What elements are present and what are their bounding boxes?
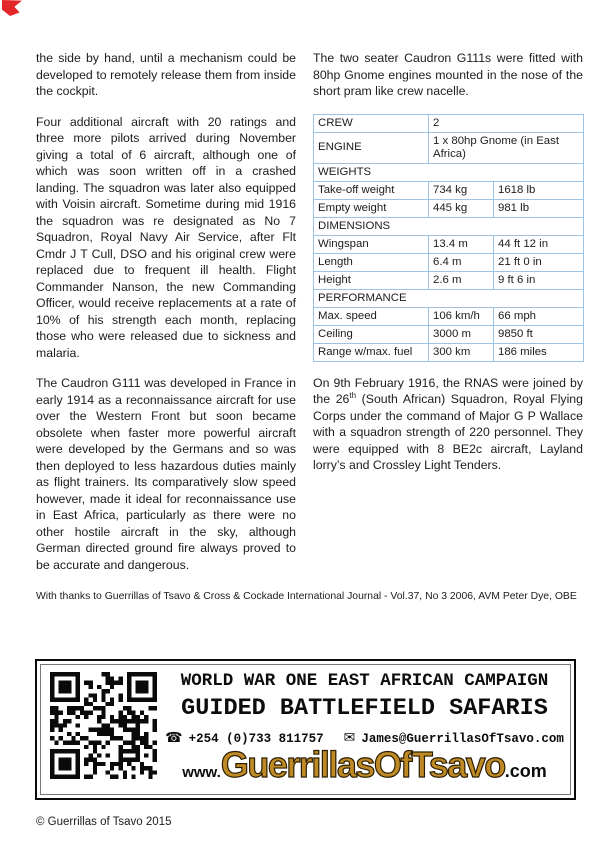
- label-cell: ENGINE: [314, 132, 429, 163]
- metric-value-cell: 3000 m: [429, 325, 494, 343]
- imperial-value-cell: 9 ft 6 in: [494, 271, 584, 289]
- label-cell: Length: [314, 253, 429, 271]
- red-corner-mark: [2, 0, 22, 16]
- url-main: GuerrillasOfTsavo: [220, 744, 505, 785]
- spec-table-row: [314, 132, 584, 163]
- right-column: [313, 50, 583, 488]
- label-cell: Wingspan: [314, 235, 429, 253]
- value-cell: 1 x 80hp Gnome (in East Africa): [429, 132, 584, 163]
- banner-subheadline: GUIDED BATTLEFIELD SAFARIS: [181, 695, 548, 722]
- banner-text-block: [159, 669, 570, 796]
- label-cell: Ceiling: [314, 325, 429, 343]
- metric-value-cell: 734 kg: [429, 181, 494, 199]
- spec-table-row: [314, 271, 584, 289]
- section-header-cell: DIMENSIONS: [314, 217, 584, 235]
- left-column: [36, 50, 296, 587]
- section-header-cell: PERFORMANCE: [314, 289, 584, 307]
- spec-table-row: [314, 253, 584, 271]
- label-cell: Max. speed: [314, 307, 429, 325]
- acknowledgement-line: With thanks to Guerrillas of Tsavo & Cross & Cockade International Journal - Vol.37, No 3 2006, AVM Peter Dye, OBE: [36, 591, 577, 602]
- spec-table-row: [314, 307, 584, 325]
- imperial-value-cell: 981 lb: [494, 199, 584, 217]
- spec-table-row: [314, 325, 584, 343]
- ad-banner: [35, 659, 576, 800]
- imperial-value-cell: 21 ft 0 in: [494, 253, 584, 271]
- imperial-value-cell: 9850 ft: [494, 325, 584, 343]
- body-paragraph: The two seater Caudron G111s were fitted with 80hp Gnome engines mounted in the nose of the short pram like crew nacelle.: [313, 51, 583, 98]
- metric-value-cell: 445 kg: [429, 199, 494, 217]
- metric-value-cell: 2.6 m: [429, 271, 494, 289]
- imperial-value-cell: 186 miles: [494, 343, 584, 361]
- metric-value-cell: 106 km/h: [429, 307, 494, 325]
- body-paragraph: Four additional aircraft with 20 ratings and three more pilots arrived during November giving a total of 6 aircraft, although one of which was soon written off in a crashed landing. The squadron was later also equipped with Voisin aircraft. Sometime during mid 1916 the squadron was re designated as No 7 Squadron, Royal Navy Air Service, after Flt Cmdr J T Cull, DSO and his original crew were replaced due to frequent ill health. Flight Commander Nanson, the new Commanding Officer, would receive replacements at a rate of 10% of his strength each month, replacing those who were released due to sickness and malaria.: [36, 114, 296, 360]
- website-url: [182, 746, 547, 792]
- qr-code: [50, 672, 157, 779]
- url-suffix: .com: [504, 761, 547, 781]
- body-paragraph: The Caudron G111 was developed in France in early 1914 as a reconnaissance aircraft for use over the Western Front but soon became obsolete when faster more powerful aircraft were developed by the Germans and so was then deployed to less hazardous duties mainly as flight trainers. Its comparatively slow speed however, made it ideal for reconnaissance use in East Africa, particularly as there were no other hostile aircraft in the sky, although German directed ground fire always proved to be accurate and dangerous.: [36, 376, 296, 572]
- imperial-value-cell: 1618 lb: [494, 181, 584, 199]
- label-cell: Empty weight: [314, 199, 429, 217]
- value-cell: 2: [429, 114, 584, 132]
- email-address: James@GuerrillasOfTsavo.com: [361, 732, 564, 746]
- spec-table-row: [314, 343, 584, 361]
- spec-table-row: [314, 181, 584, 199]
- spec-table-row: [314, 235, 584, 253]
- spec-table-row: [314, 114, 584, 132]
- phone-icon: ☎: [165, 730, 183, 746]
- closing-text-pre: On 9th February 1916, the RNAS were joined by the 26: [313, 375, 583, 406]
- metric-value-cell: 6.4 m: [429, 253, 494, 271]
- label-cell: Take-off weight: [314, 181, 429, 199]
- body-paragraph: the side by hand, until a mechanism could be developed to remotely release them from inside the cockpit.: [36, 51, 296, 98]
- copyright-line: © Guerrillas of Tsavo 2015: [36, 816, 172, 828]
- spec-table-row: [314, 289, 584, 307]
- banner-headline: WORLD WAR ONE EAST AFRICAN CAMPAIGN: [180, 671, 549, 691]
- metric-value-cell: 13.4 m: [429, 235, 494, 253]
- spec-table-row: [314, 199, 584, 217]
- body-paragraph: [313, 375, 583, 474]
- spec-table-row: [314, 163, 584, 181]
- imperial-value-cell: 66 mph: [494, 307, 584, 325]
- label-cell: Range w/max. fuel: [314, 343, 429, 361]
- ordinal-superscript: th: [349, 390, 357, 400]
- imperial-value-cell: 44 ft 12 in: [494, 235, 584, 253]
- metric-value-cell: 300 km: [429, 343, 494, 361]
- label-cell: CREW: [314, 114, 429, 132]
- closing-text-post: (South African) Squadron, Royal Flying Corps under the command of Major G P Wallace with a squadron strength of 220 personnel. They were equipped with 8 BE2c aircraft, Layland lorry’s and Crossley Light Tenders.: [313, 392, 583, 472]
- email-icon: ✉: [343, 730, 356, 746]
- spec-table: [313, 114, 584, 362]
- spec-table-row: [314, 217, 584, 235]
- url-prefix: www.: [182, 764, 221, 781]
- spec-table-rows: [314, 114, 584, 361]
- section-header-cell: WEIGHTS: [314, 163, 584, 181]
- phone-number: +254 (0)733 811757: [188, 732, 324, 746]
- label-cell: Height: [314, 271, 429, 289]
